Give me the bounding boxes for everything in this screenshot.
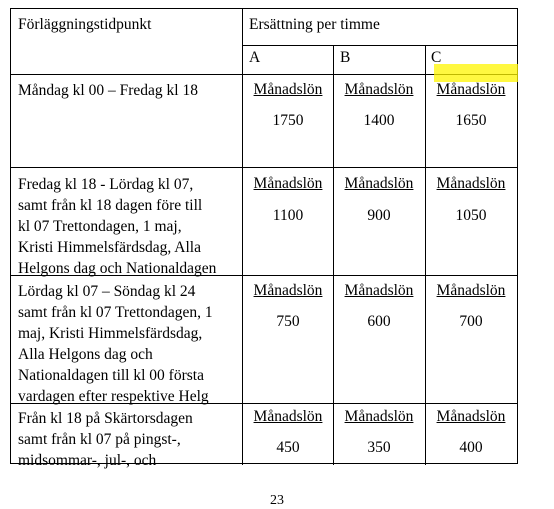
rate-type: Månadslön bbox=[253, 282, 323, 299]
rate-value: 1100 bbox=[272, 207, 304, 224]
rate-type: Månadslön bbox=[436, 282, 506, 299]
rate-type: Månadslön bbox=[436, 81, 506, 98]
rate-value: 1050 bbox=[455, 207, 487, 224]
rate-type: Månadslön bbox=[436, 175, 506, 192]
rate-type: Månadslön bbox=[253, 81, 323, 98]
header-col-b: B bbox=[340, 49, 351, 66]
page-number: 23 bbox=[270, 493, 284, 508]
rate-type: Månadslön bbox=[344, 408, 414, 425]
rate-value: 900 bbox=[367, 207, 391, 224]
rate-value: 450 bbox=[276, 439, 300, 456]
rate-type: Månadslön bbox=[344, 175, 414, 192]
row-label: Från kl 18 på Skärtorsdagen samt från kl 07 på pingst-, midsommar-, jul-, och bbox=[18, 410, 193, 469]
rate-type: Månadslön bbox=[436, 408, 506, 425]
row-label: Måndag kl 00 – Fredag kl 18 bbox=[18, 82, 198, 99]
rate-value: 1750 bbox=[272, 112, 304, 129]
row-label: Lördag kl 07 – Söndag kl 24 samt från kl 07 Trettondagen, 1 maj, Kristi Himmelsfärdsdag, Alla Helgons dag och Nationaldagen till kl 00 första vardagen efter respektive Helg bbox=[18, 283, 213, 405]
rate-type: Månadslön bbox=[253, 408, 323, 425]
header-col-c: C bbox=[431, 49, 442, 66]
header-time-label: Förläggningstidpunkt bbox=[18, 16, 152, 33]
rate-value: 350 bbox=[367, 439, 391, 456]
row-label: Fredag kl 18 - Lördag kl 07, samt från kl 18 dagen före till kl 07 Trettondagen, 1 maj, Kristi Himmelsfärdsdag, Alla Helgons dag och Nationaldagen bbox=[18, 176, 217, 277]
rate-type: Månadslön bbox=[344, 81, 414, 98]
rate-value: 750 bbox=[276, 313, 300, 330]
rate-value: 700 bbox=[459, 313, 483, 330]
rate-value: 1650 bbox=[455, 112, 487, 129]
rate-value: 1400 bbox=[363, 112, 395, 129]
highlight-mark bbox=[434, 64, 518, 82]
rate-value: 600 bbox=[367, 313, 391, 330]
rate-type: Månadslön bbox=[344, 282, 414, 299]
header-compensation-label: Ersättning per timme bbox=[249, 16, 380, 33]
rate-type: Månadslön bbox=[253, 175, 323, 192]
header-col-a: A bbox=[249, 49, 261, 66]
compensation-table bbox=[10, 8, 518, 469]
rate-value: 400 bbox=[459, 439, 483, 456]
